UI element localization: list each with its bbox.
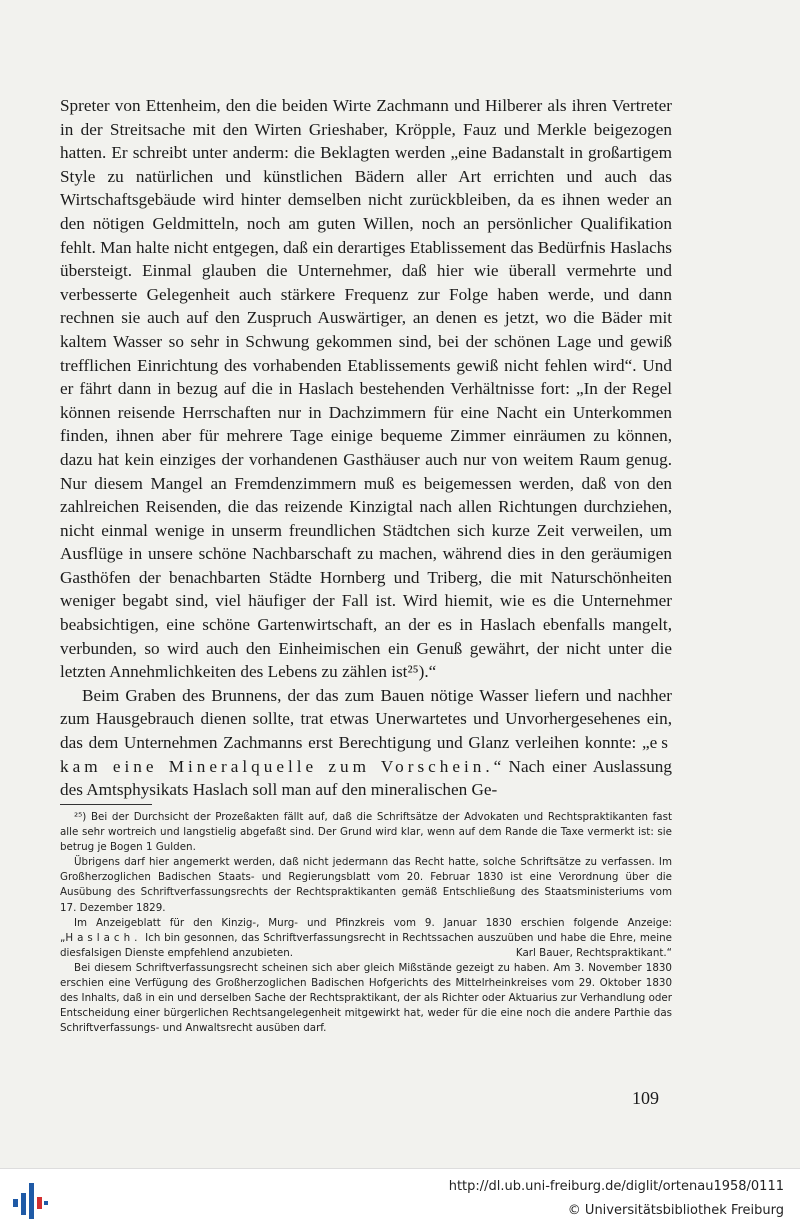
footnote-divider — [60, 804, 152, 805]
viewer-footer — [0, 1168, 800, 1227]
footnotes — [60, 810, 672, 1036]
paragraph-2 — [60, 684, 672, 802]
footnote-3-spaced-word: Haslach. — [65, 931, 142, 944]
footnote-25: ²⁵) Bei der Durchsicht der Prozeßakten fällt auf, daß die Schriftsätze der Advokaten und Rechtspraktikanten fast alle sehr wortreich und langstielig abgefaßt sind. Der Grund wird klar, wenn auf dem Rande die Taxe vermerkt ist: sie betrug je Bogen 1 Gulden. — [60, 811, 672, 854]
paragraph-2-end: “ Nach einer Auslassung des Amtsphysikats Haslach soll man auf den mineralischen Ge- — [60, 756, 672, 800]
footnote-paragraph-3 — [60, 916, 672, 961]
ub-freiburg-logo-icon — [10, 1179, 50, 1221]
paragraph-2-start: Beim Graben des Brunnens, der das zum Bauen nötige Wasser liefern und nachher zum Hausgebrauch dienen sollte, trat etwas Unerwartetes und Unvorhergesehenes ein, das dem Unternehmen Zachmanns erst Berechtigung und Glanz verleihen konnte: „ — [60, 685, 672, 753]
page-number: 109 — [632, 1088, 659, 1108]
paragraph-1: Spreter von Ettenheim, den die beiden Wirte Zachmann und Hilberer als ihren Vertreter in der Streitsache mit den Wirten Grieshaber, Kröpple, Fauz und Merkle beigezogen hatten. Er schreibt unter anderm: die Beklagten werden „eine Badanstalt in großartigem Style zu natürlichen und künstlichen Bädern aller Art errichten und auch das Wirtschaftsgebäude wird hinter demselben nicht zurückbleiben, da es ihnen weder an den nötigen Geldmitteln, noch am guten Willen, noch an persönlicher Qualifikation fehlt. Man halte nicht entgegen, daß ein derartiges Etablissement das Bedürfnis Haslachs übersteigt. Einmal glauben die Unternehmer, daß hier wie überall vermehrte und verbesserte Gelegenheit auch stärkere Frequenz zur Folge haben werde, und dann rechnen sie auch auf den Zuspruch Auswärtiger, an denen es jetzt, wo die Bäder mit kaltem Wasser so sehr in Schwung gekommen sind, bei der schönen Lage und gewiß trefflichen Einrichtung des vorhabenden Etablissements gewiß nicht fehlen wird“. Und er fährt dann in bezug auf die in Haslach bestehenden Verhältnisse fort: „In der Regel können reisende Herrschaften nur in Dachzimmern für eine Nacht ein Unterkommen finden, ihnen aber für mehrere Tage einige bequeme Zimmer einräumen zu können, dazu hat kein einziges der vorhandenen Gasthäuser auch nur von weitem Raum genug. Nur diesem Mangel an Fremdenzimmern muß es beigemessen werden, daß von den zahlreichen Reisenden, die das reizende Kinzigtal nach allen Richtungen durchziehen, nicht einmal wenige in unserm freundlichen Städtchen sich kurze Zeit verweilen, um Ausflüge in unsere schöne Nachbarschaft zu machen, während dies in den geräumigen Gasthöfen der benachbarten Städte Hornberg und Triberg, die mit Naturschönheiten weniger begabt sind, viel häufiger der Fall ist. Wird hiemit, wie es die Unternehmer beabsichtigen, eine schöne Gartenwirtschaft, an der es in Haslach ebenfalls mangelt, verbunden, so wird auch den Einheimischen ein Genuß gewährt, der nicht unter die letzten Annehmlichkeiten des Lebens zu zählen ist²⁵).“ — [60, 96, 672, 682]
footnote-3-signature: Karl Bauer, Rechtspraktikant.“ — [515, 946, 672, 959]
footnote-3-start: Im Anzeigeblatt für den Kinzig-, Murg- und Pfinzkreis vom 9. Januar 1830 erschien folgende Anzeige: „ — [60, 916, 672, 944]
footnote-3-middle: Ich bin gesonnen, das Schriftverfassungsrecht in Rechtssachen auszuüben und habe die Ehre, meine diesfalsigen Dienste empfehlend anzubieten. — [60, 931, 672, 959]
footnote-paragraph-2: Übrigens darf hier angemerkt werden, daß nicht jedermann das Recht hatte, solche Schriftsätze zu verfassen. Im Großherzoglichen Badischen Staats- und Regierungsblatt vom 20. Februar 1830 ist eine Verordnung über die Ausübung des Schriftverfassungsrechts der Rechtspraktikanten gemäß Entschließung des Staatsministeriums vom 17. Dezember 1829. — [60, 856, 672, 914]
paragraph-2-spaced-quote: es kam eine Mineralquelle zum Vorschein. — [60, 733, 672, 776]
footnote-paragraph-4: Bei diesem Schriftverfassungsrecht scheinen sich aber gleich Mißstände gezeigt zu haben. Am 3. November 1830 erschien eine Verfügung des Großherzoglichen Badischen Hofgerichts des Mittelrheinkreises vom 29. Oktober 1830 des Inhalts, daß in ein und derselben Sache der Rechtspraktikant, der als Richter oder Aktuarius zur Verhandlung oder Entscheidung einer bürgerlichen Rechtsangelegenheit mitgewirkt hat, weder für die eine noch die andere Parthie das Schriftverfassungs- und Anwaltsrecht ausüben darf. — [60, 961, 672, 1035]
copyright-notice: © Universitätsbibliothek Freiburg — [567, 1203, 784, 1218]
source-url-link[interactable]: http://dl.ub.uni-freiburg.de/diglit/ortenau1958/0111 — [448, 1179, 784, 1194]
main-text — [60, 94, 672, 802]
